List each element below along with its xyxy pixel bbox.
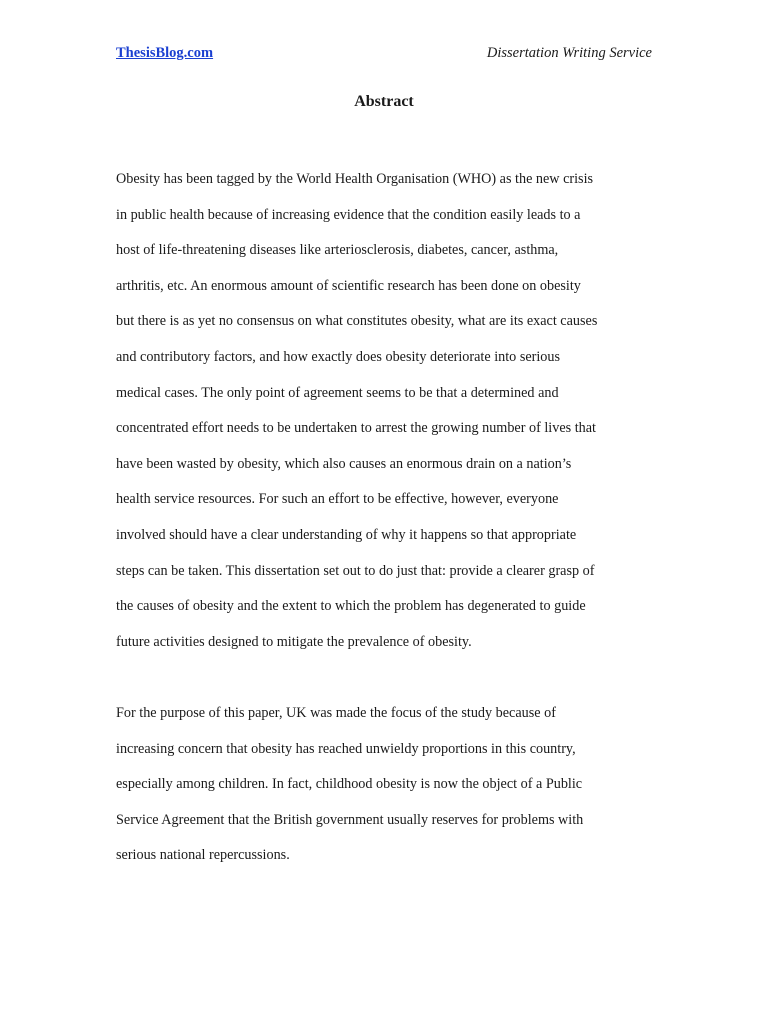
text-line: concentrated effort needs to be undertaken to arrest the growing number of lives that bbox=[116, 420, 596, 437]
header-service-label: Dissertation Writing Service bbox=[486, 45, 652, 61]
text-line: medical cases. The only point of agreement seems to be that a determined and bbox=[116, 384, 559, 401]
abstract-paragraph-2 bbox=[116, 703, 656, 881]
text-line: especially among children. In fact, childhood obesity is now the object of a Public bbox=[116, 776, 583, 793]
text-line: Service Agreement that the British government usually reserves for problems with bbox=[116, 811, 584, 828]
text-line: Obesity has been tagged by the World Health Organisation (WHO) as the new crisis bbox=[116, 171, 594, 187]
text-line: but there is as yet no consensus on what constitutes obesity, what are its exact causes bbox=[116, 313, 598, 330]
abstract-paragraph-1 bbox=[116, 169, 656, 667]
text-line: increasing concern that obesity has reached unwieldy proportions in this country, bbox=[116, 740, 576, 757]
text-line: host of life-threatening diseases like arteriosclerosis, diabetes, cancer, asthma, bbox=[116, 242, 559, 259]
text-line: steps can be taken. This dissertation set out to do just that: provide a clearer grasp of bbox=[116, 562, 595, 579]
site-link[interactable]: ThesisBlog.com bbox=[116, 45, 214, 61]
text-line: arthritis, etc. An enormous amount of scientific research has been done on obesity bbox=[116, 277, 581, 294]
text-line: have been wasted by obesity, which also causes an enormous drain on a nation’s bbox=[116, 455, 572, 472]
text-line: serious national repercussions. bbox=[116, 847, 290, 864]
text-line: involved should have a clear understanding of why it happens so that appropriate bbox=[116, 526, 577, 543]
text-line: future activities designed to mitigate the prevalence of obesity. bbox=[116, 633, 472, 650]
text-line: and contributory factors, and how exactly does obesity deteriorate into serious bbox=[116, 348, 561, 365]
page-header bbox=[116, 45, 652, 67]
text-line: in public health because of increasing evidence that the condition easily leads to a bbox=[116, 206, 581, 223]
text-line: health service resources. For such an effort to be effective, however, everyone bbox=[116, 491, 559, 508]
text-line: For the purpose of this paper, UK was made the focus of the study because of bbox=[116, 705, 556, 721]
page-title: Abstract bbox=[354, 93, 414, 110]
text-line: the causes of obesity and the extent to which the problem has degenerated to guide bbox=[116, 598, 586, 615]
